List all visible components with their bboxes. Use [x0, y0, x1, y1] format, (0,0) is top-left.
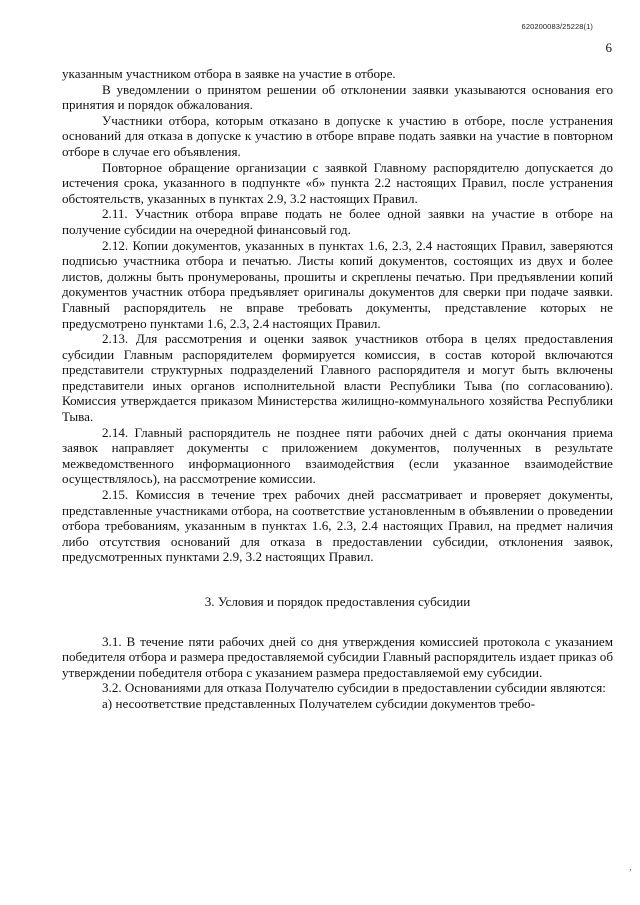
margin-mark: ’ — [628, 868, 632, 879]
document-body — [62, 66, 613, 712]
paragraph-2-14: 2.14. Главный распорядитель не позднее пяти рабочих дней с даты окончания приема заявок направляет документы с приложением документов, полученных в результате межведомственного информационного взаимодействия (если указанное взаимодействие осуществлялось), на рассмотрение комиссии. — [62, 424, 613, 487]
paragraph-3-1: 3.1. В течение пяти рабочих дней со дня утверждения комиссией протокола с указанием победителя отбора и размера предоставляемой субсидии Главный распорядитель издает приказ об утверждении победителя отбора с указанием размера предоставляемой ему субсидии. — [62, 633, 613, 680]
paragraph-repeat-selection: Участники отбора, которым отказано в допуске к участию в отборе, после устранения оснований для отказа в допуске к участию в отборе вправе подать заявки на участие в повторном отборе в случае его объявления. — [62, 112, 613, 159]
paragraph-2-13: 2.13. Для рассмотрения и оценки заявок участников отбора в целях предоставления субсидии Главным распорядителем формируется комиссия, в состав которой включаются представители структурных подразделений Главного распорядителя и могут быть включены представители иных органов исполнительной власти Республики Тыва (по согласованию). Комиссия утверждается приказом Министерства жилищно-коммунального хозяйства Республики Тыва. — [62, 331, 613, 425]
paragraph-2-15: 2.15. Комиссия в течение трех рабочих дней рассматривает и проверяет документы, представленные участниками отбора, на соответствие установленным в объявлении о проведении отбора требованиям, указанным в пунктах 1.6, 2.3, 2.4 настоящих Правил, на предмет наличия либо отсутствия оснований для отказа в предоставлении субсидии, отклонения заявок, предусмотренных пунктами 2.9, 3.2 настоящих Правил. — [62, 487, 613, 565]
paragraph-repeat-application: Повторное обращение организации с заявкой Главному распорядителю допускается до истечения срока, указанного в подпункте «б» пункта 2.2 настоящих Правил, после устранения обстоятельств, указанных в пунктах 2.9, 3.2 настоящих Правил. — [62, 159, 613, 206]
paragraph-3-2: 3.2. Основаниями для отказа Получателю субсидии в предоставлении субсидии являются: — [102, 680, 606, 696]
paragraph-continuation: указанным участником отбора в заявке на участие в отборе. — [62, 66, 396, 81]
document-code: 620200083/25228(1) — [521, 22, 593, 31]
paragraph-2-11: 2.11. Участник отбора вправе подать не более одной заявки на участие в отборе на получение субсидии на очередной финансовый год. — [62, 206, 613, 237]
page-number: 6 — [605, 40, 612, 55]
paragraph-2-12: 2.12. Копии документов, указанных в пунктах 1.6, 2.3, 2.4 настоящих Правил, заверяются подписью участника отбора и печатью. Листы копий документов, состоящих из двух и более листов, должны быть пронумерованы, прошиты и скреплены печатью. При предъявлении копий документов участник отбора предъявляет оригиналы документов для сверки при подаче заявки. Главный распорядитель не вправе требовать документы, представление которых не предусмотрено пунктами 1.6, 2.3, 2.4 настоящих Правил. — [62, 237, 613, 331]
paragraph-3-2-a: а) несоответствие представленных Получателем субсидии документов требо- — [102, 695, 536, 711]
paragraph-rejection-notice: В уведомлении о принятом решении об отклонении заявки указываются основания его принятия и порядок обжалования. — [62, 81, 613, 113]
section-heading: 3. Условия и порядок предоставления субсидии — [204, 594, 471, 609]
